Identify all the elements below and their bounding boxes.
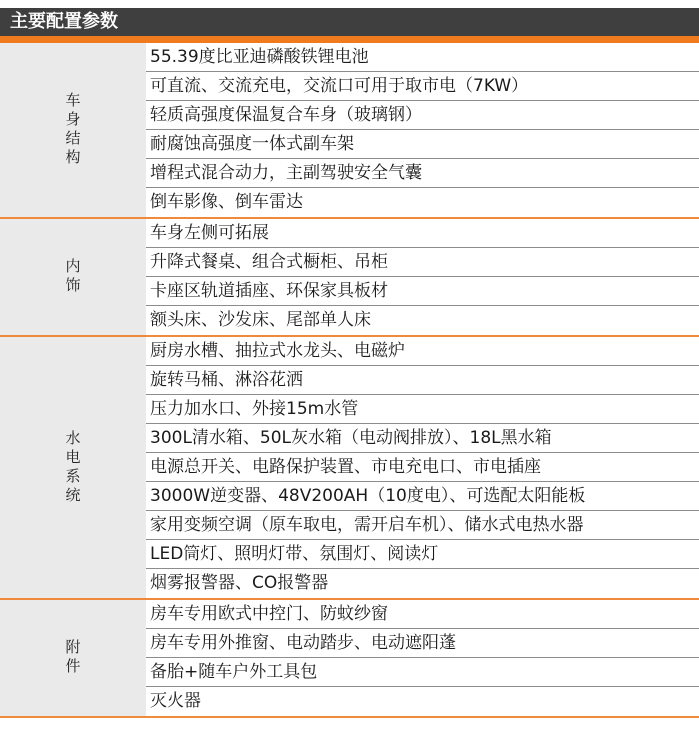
spec-item: LED筒灯、照明灯带、氛围灯、阅读灯: [146, 540, 699, 569]
spec-item: 耐腐蚀高强度一体式副车架: [146, 130, 699, 159]
spec-item: 车身左侧可拓展: [146, 219, 699, 248]
section-title: 主要配置参数: [0, 8, 699, 36]
section-label: 水电系统: [63, 429, 82, 506]
spec-item: 轻质高强度保温复合车身（玻璃钢）: [146, 101, 699, 130]
spec-table: [0, 43, 699, 718]
spec-item: 增程式混合动力，主副驾驶安全气囊: [146, 159, 699, 188]
spec-item: 额头床、沙发床、尾部单人床: [150, 310, 371, 330]
section-water-electric: [0, 337, 699, 600]
section-accessories: [0, 600, 699, 718]
spec-item: 压力加水口、外接15m水管: [146, 395, 699, 424]
spec-item: 3000W逆变器、48V200AH（10度电）、可选配太阳能板: [146, 482, 699, 511]
spec-item: 房车专用欧式中控门、防蚊纱窗: [146, 600, 699, 629]
section-label: 内饰: [63, 258, 82, 296]
spec-item: 旋转马桶、淋浴花洒: [146, 366, 699, 395]
spec-item: 烟雾报警器、CO报警器: [150, 573, 329, 593]
section-label: 车身结构: [63, 92, 82, 168]
section-label: 附件: [63, 639, 82, 677]
title-accent-bar: [0, 36, 699, 43]
spec-item: 灭火器: [150, 691, 201, 711]
spec-item: 备胎+随车户外工具包: [146, 658, 699, 687]
spec-item: 家用变频空调（原车取电，需开启车机）、储水式电热水器: [146, 511, 699, 540]
spec-item: 电源总开关、电路保护装置、市电充电口、市电插座: [146, 453, 699, 482]
spec-item: 厨房水槽、抽拉式水龙头、电磁炉: [146, 337, 699, 366]
spec-item: 卡座区轨道插座、环保家具板材: [146, 277, 699, 306]
spec-item: 可直流、交流充电，交流口可用于取市电（7KW）: [146, 72, 699, 101]
spec-item: 300L清水箱、50L灰水箱（电动阀排放）、18L黑水箱: [146, 424, 699, 453]
section-interior: [0, 219, 699, 337]
spec-item: 55.39度比亚迪磷酸铁锂电池: [146, 43, 699, 72]
spec-item: 升降式餐桌、组合式橱柜、吊柜: [146, 248, 699, 277]
spec-item: 倒车影像、倒车雷达: [150, 192, 303, 212]
section-body: [0, 43, 699, 219]
spec-item: 房车专用外推窗、电动踏步、电动遮阳蓬: [146, 629, 699, 658]
